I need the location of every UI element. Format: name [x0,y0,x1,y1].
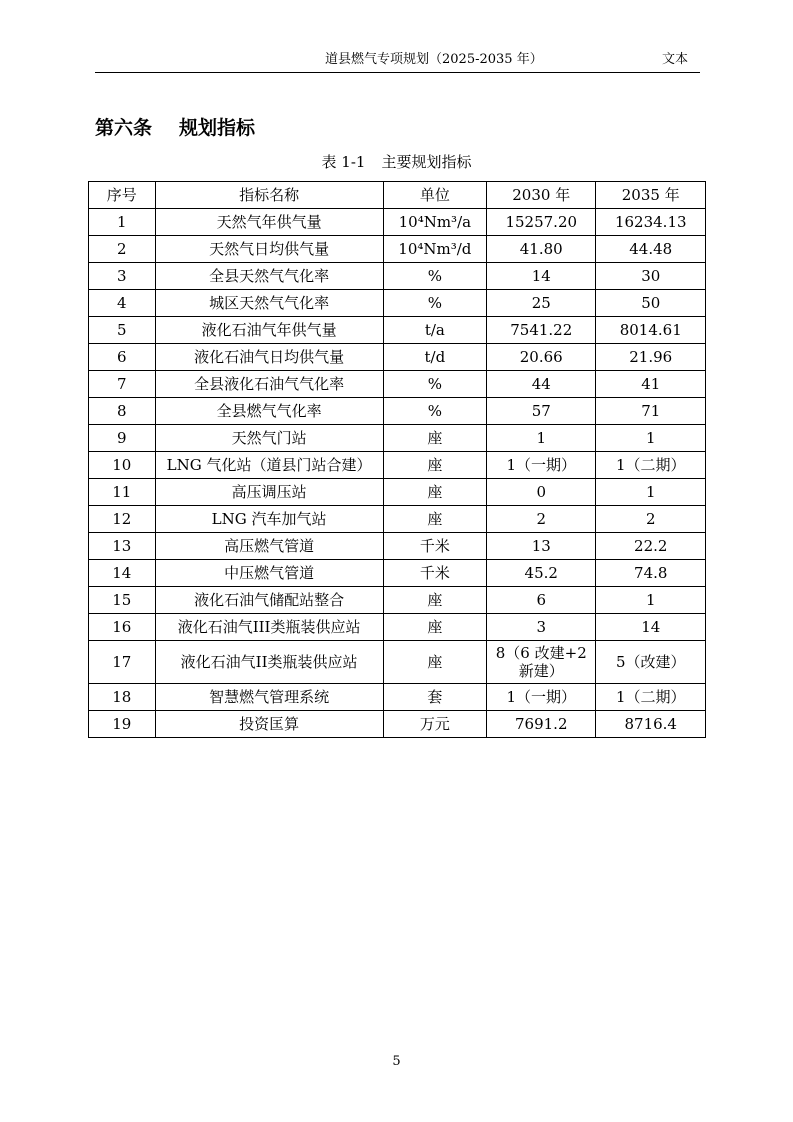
table-cell: 7691.2 [487,711,596,738]
table-cell: % [383,263,486,290]
table-cell: 6 [89,344,156,371]
table-row [89,684,706,711]
table-cell: 3 [487,614,596,641]
table-cell: 1（一期） [487,684,596,711]
table-cell: 座 [383,452,486,479]
table-cell: 3 [89,263,156,290]
table-cell: 11 [89,479,156,506]
table-cell: 天然气年供气量 [155,209,383,236]
table-cell: 6 [487,587,596,614]
column-header: 2035 年 [596,182,706,209]
table-cell: 20.66 [487,344,596,371]
table-cell: 1（二期） [596,452,706,479]
table-row [89,371,706,398]
table-cell: 座 [383,641,486,684]
table-caption [0,151,793,172]
table-cell: 21.96 [596,344,706,371]
table-cell: 12 [89,506,156,533]
table-cell: 天然气门站 [155,425,383,452]
table-cell: 万元 [383,711,486,738]
table-cell: % [383,398,486,425]
table-cell: 座 [383,479,486,506]
table-cell: 8716.4 [596,711,706,738]
table-row [89,290,706,317]
table-cell: 74.8 [596,560,706,587]
table-cell: 44 [487,371,596,398]
table-cell: 智慧燃气管理系统 [155,684,383,711]
table-cell: 1 [596,587,706,614]
table-cell: 45.2 [487,560,596,587]
table-row [89,560,706,587]
indicators-table [88,181,706,738]
table-cell: % [383,371,486,398]
table-row [89,452,706,479]
table-cell: 14 [89,560,156,587]
table-cell: 18 [89,684,156,711]
table-cell: 16 [89,614,156,641]
table-row [89,587,706,614]
table-row [89,425,706,452]
column-header: 指标名称 [155,182,383,209]
page-header [95,44,700,73]
table-row [89,711,706,738]
table-cell: 10 [89,452,156,479]
table-cell: 液化石油气II类瓶装供应站 [155,641,383,684]
table-cell: 2 [596,506,706,533]
table-cell: 19 [89,711,156,738]
table-row [89,641,706,684]
document-title: 道县燃气专项规划（2025-2035 年） [325,52,543,67]
table-row [89,263,706,290]
table-cell: 座 [383,425,486,452]
table-row [89,398,706,425]
table-cell: 2 [89,236,156,263]
table-caption-title: 主要规划指标 [381,153,472,171]
table-cell: 全县天然气气化率 [155,263,383,290]
table-cell: 13 [487,533,596,560]
column-header: 序号 [89,182,156,209]
column-header: 2030 年 [487,182,596,209]
table-cell: t/a [383,317,486,344]
table-cell: 0 [487,479,596,506]
table-cell: 城区天然气气化率 [155,290,383,317]
table-cell: 57 [487,398,596,425]
table-row [89,317,706,344]
table-cell: 13 [89,533,156,560]
table-cell: 7541.22 [487,317,596,344]
table-cell: 千米 [383,560,486,587]
table-cell: 1 [89,209,156,236]
table-cell: LNG 汽车加气站 [155,506,383,533]
table-cell: t/d [383,344,486,371]
table-cell: 全县燃气气化率 [155,398,383,425]
table-cell: 50 [596,290,706,317]
table-cell: 1 [487,425,596,452]
table-cell: LNG 气化站（道县门站合建） [155,452,383,479]
table-cell: 套 [383,684,486,711]
table-row [89,614,706,641]
table-row [89,533,706,560]
table-row [89,479,706,506]
table-cell: 高压燃气管道 [155,533,383,560]
table-header-row [89,182,706,209]
table-cell: 5（改建） [596,641,706,684]
table-cell: 14 [596,614,706,641]
table-cell: 液化石油气年供气量 [155,317,383,344]
table-cell: 天然气日均供气量 [155,236,383,263]
table-cell: 液化石油气储配站整合 [155,587,383,614]
table-cell: 投资匡算 [155,711,383,738]
table-cell: 1 [596,479,706,506]
table-cell: 14 [487,263,596,290]
table-cell: 41.80 [487,236,596,263]
table-cell: 15 [89,587,156,614]
table-cell: 座 [383,506,486,533]
table-cell: 中压燃气管道 [155,560,383,587]
section-number: 第六条 [95,117,153,139]
table-cell: 1（二期） [596,684,706,711]
table-cell: 液化石油气III类瓶装供应站 [155,614,383,641]
table-cell: 10⁴Nm³/d [383,236,486,263]
section-title: 规划指标 [179,117,256,139]
table-cell: 30 [596,263,706,290]
table-cell: 15257.20 [487,209,596,236]
table-cell: 5 [89,317,156,344]
table-cell: 71 [596,398,706,425]
table-cell: 16234.13 [596,209,706,236]
table-row [89,344,706,371]
table-body [89,209,706,738]
table-cell: 4 [89,290,156,317]
table-cell: 8 [89,398,156,425]
table-cell: 座 [383,614,486,641]
table-cell: 1（一期） [487,452,596,479]
table-cell: 17 [89,641,156,684]
section-heading [95,113,255,140]
table-cell: 25 [487,290,596,317]
table-cell: 7 [89,371,156,398]
table-row [89,236,706,263]
table-cell: 2 [487,506,596,533]
table-caption-number: 表 1-1 [321,153,366,171]
table-cell: 座 [383,587,486,614]
document-tag: 文本 [661,52,688,67]
table-cell: 44.48 [596,236,706,263]
table-cell: % [383,290,486,317]
table-cell: 10⁴Nm³/a [383,209,486,236]
table-cell: 高压调压站 [155,479,383,506]
table-cell: 41 [596,371,706,398]
table-cell: 22.2 [596,533,706,560]
table-row [89,209,706,236]
page-number: 5 [392,1054,401,1069]
table-row [89,506,706,533]
table-cell: 千米 [383,533,486,560]
table-cell: 全县液化石油气气化率 [155,371,383,398]
column-header: 单位 [383,182,486,209]
table-cell: 8014.61 [596,317,706,344]
table-cell: 9 [89,425,156,452]
table-cell: 1 [596,425,706,452]
table-cell: 8（6 改建+2 新建） [487,641,596,684]
table-cell: 液化石油气日均供气量 [155,344,383,371]
